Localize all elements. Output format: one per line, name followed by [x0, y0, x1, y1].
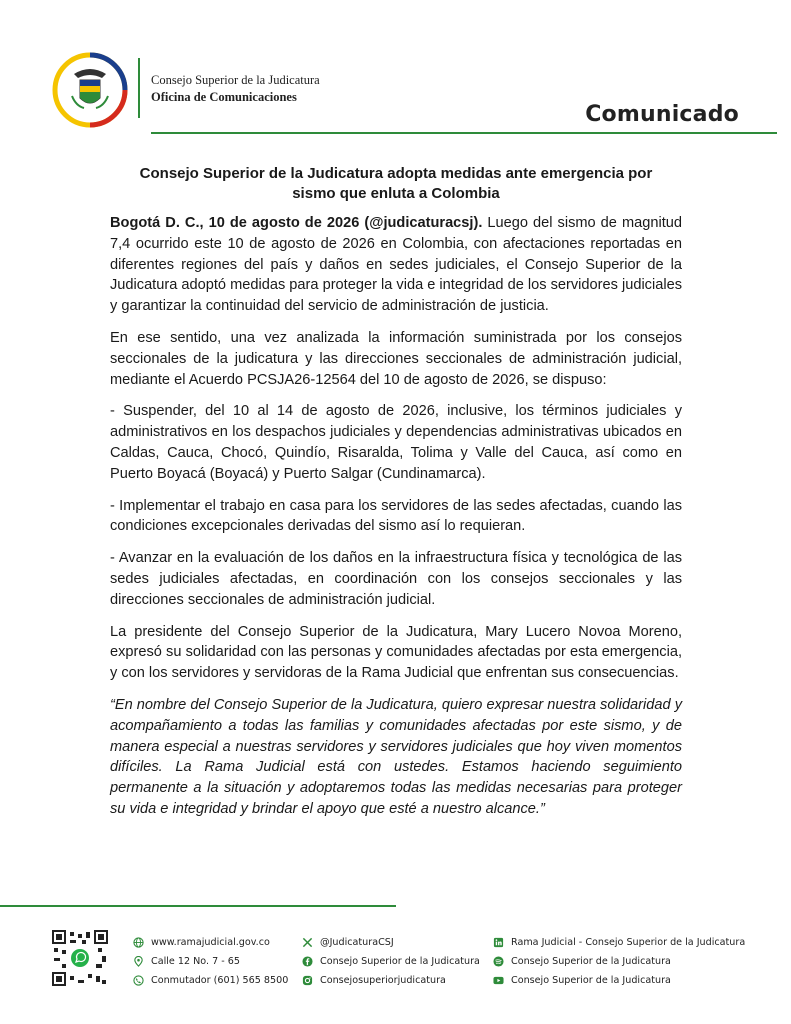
- footer-website[interactable]: [133, 933, 288, 952]
- footer-rule: [0, 905, 396, 907]
- org-name: [151, 72, 320, 106]
- x-icon: [302, 937, 313, 948]
- footer-contact: [133, 933, 288, 990]
- location-pin-icon: [133, 956, 144, 967]
- footer-youtube-text: Consejo Superior de la Judicatura: [511, 975, 671, 986]
- quote: “En nombre del Consejo Superior de la Judicatura, quiero expresar nuestra solidaridad y acompañamiento a todas las familias y comunidades afectadas por este sismo, y de manera especial a nuestras servidores y servidores judiciales que hoy viven momentos difíciles. La Rama Judicial está con ustedes. Estamos haciendo seguimiento permanente a la situación y adoptaremos todas las medidas necesarias para proteger su vida e integridad y brindar el apoyo que esté a nuestro alcance.”: [110, 696, 682, 817]
- dateline: Bogotá D. C., 10 de agosto de 2026 (@judicaturacsj).: [110, 215, 483, 231]
- linkedin-icon: [493, 937, 504, 948]
- org-line-1: Consejo Superior de la Judicatura: [151, 73, 320, 87]
- footer-website-text: www.ramajudicial.gov.co: [151, 937, 270, 948]
- footer-x-link[interactable]: [302, 933, 480, 952]
- facebook-icon: [302, 956, 313, 967]
- footer-youtube-link[interactable]: [493, 971, 745, 990]
- page-title: [110, 164, 682, 204]
- globe-icon: [133, 937, 144, 948]
- footer-spotify-link[interactable]: [493, 952, 745, 971]
- footer-linkedin-link[interactable]: [493, 933, 745, 952]
- header-rule: [151, 132, 777, 134]
- footer-instagram-link[interactable]: [302, 971, 480, 990]
- paragraph-6: La presidente del Consejo Superior de la Judicatura, Mary Lucero Novoa Moreno, expresó su solidaridad con las personas y comunidades afectadas por esta emergencia, y con los servidores y servidoras de la Rama Judicial que enfrentan sus consecuencias.: [110, 623, 682, 682]
- footer-x-text: @JudicaturaCSJ: [320, 937, 394, 948]
- paragraph-1-text: Luego del sismo de magnitud 7,4 ocurrido este 10 de agosto de 2026 en Colombia, con afectaciones reportadas en diferentes regiones del país y daños en sedes judiciales, el Consejo Superior de la Judicatura adoptó medidas para proteger la vida e integridad de los servidores judiciales y garantizar la continuidad del servicio de administración de justicia.: [110, 215, 682, 315]
- article-body: [110, 213, 682, 831]
- title-line-1: Consejo Superior de la Judicatura adopta medidas ante emergencia por: [139, 165, 653, 182]
- footer-spotify-text: Consejo Superior de la Judicatura: [511, 956, 671, 967]
- paragraph-5: - Avanzar en la evaluación de los daños en la infraestructura física y tecnológica de las sedes judiciales afectadas, en coordinación con los consejos seccionales y las direcciones seccionales de administración judicial.: [110, 550, 682, 608]
- document-type: Comunicado: [585, 102, 739, 127]
- paragraph-3: - Suspender, del 10 al 14 de agosto de 2026, inclusive, los términos judiciales y administrativos en los despachos judiciales y dependencias administrativas ubicados en Caldas, Cauca, Chocó, Quindío, Risaralda, Tolima y Valle del Cauca, así como en Puerto Boyacá (Boyacá) y Puerto Salgar (Cundinamarca).: [110, 403, 682, 482]
- youtube-icon: [493, 975, 504, 986]
- title-line-2: sismo que enluta a Colombia: [292, 185, 500, 202]
- footer-address: [133, 952, 288, 971]
- footer-address-text: Calle 12 No. 7 - 65: [151, 956, 240, 967]
- footer-linkedin-text: Rama Judicial - Consejo Superior de la Judicatura: [511, 937, 746, 948]
- footer-facebook-text: Consejo Superior de la Judicatura: [320, 956, 480, 967]
- footer-phone-text: Conmutador (601) 565 8500: [151, 975, 289, 986]
- footer-social-1: [302, 933, 480, 990]
- paragraph-1: [110, 213, 682, 317]
- instagram-icon: [302, 975, 313, 986]
- footer-phone[interactable]: [133, 971, 288, 990]
- qr-code: [52, 930, 108, 986]
- footer-social-2: [493, 933, 745, 990]
- footer-facebook-link[interactable]: [302, 952, 480, 971]
- paragraph-2: En ese sentido, una vez analizada la información suministrada por los consejos seccionales de la judicatura y las direcciones seccionales de administración judicial, mediante el Acuerdo PCSJA26-12564 del 10 de agosto de 2026, se dispuso:: [110, 329, 682, 388]
- phone-icon: [133, 975, 144, 986]
- spotify-icon: [493, 956, 504, 967]
- header-divider: [138, 58, 140, 118]
- org-line-2: Oficina de Comunicaciones: [151, 90, 297, 104]
- footer-instagram-text: Consejosuperiorjudicatura: [320, 975, 446, 986]
- logo: [52, 52, 128, 128]
- paragraph-4: - Implementar el trabajo en casa para los servidores de las sedes afectadas, cuando las condiciones excepcionales derivadas del sismo así lo requieran.: [110, 497, 682, 535]
